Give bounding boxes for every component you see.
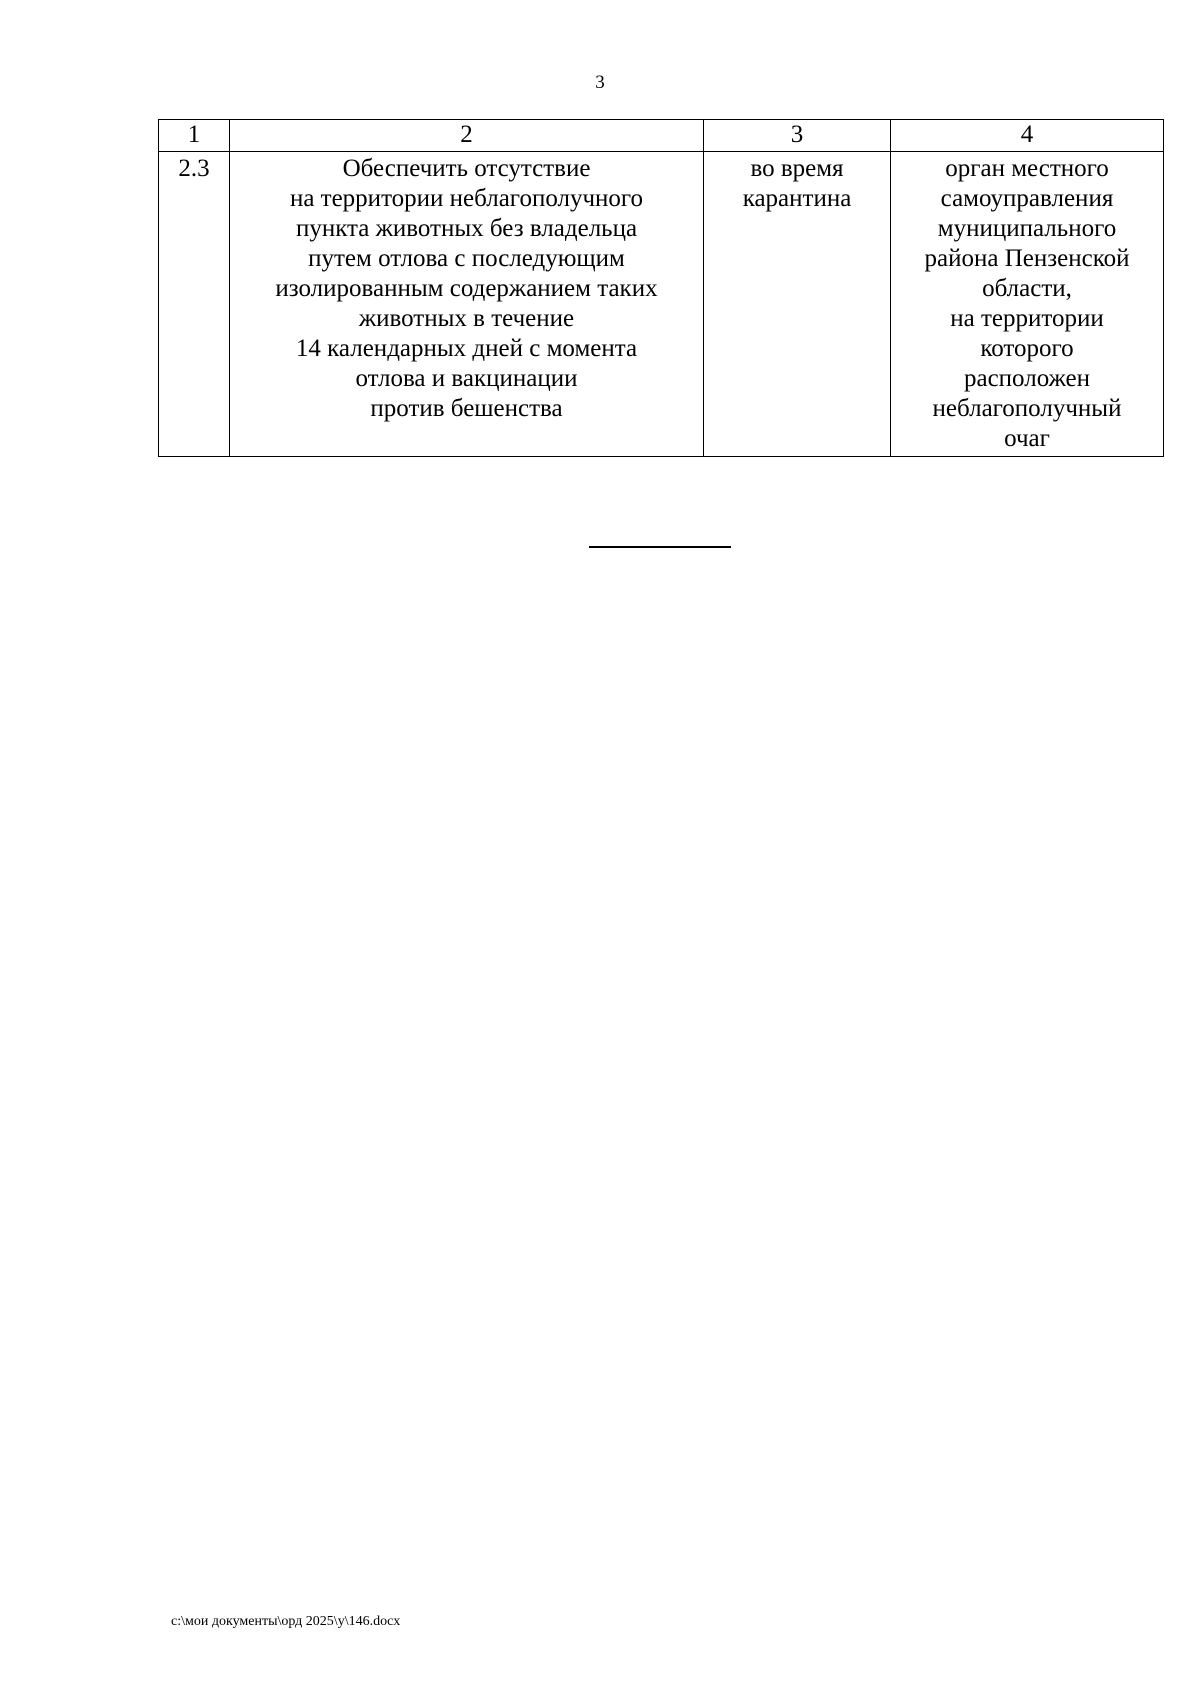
measure-line: Обеспечить отсутствие	[342, 155, 591, 182]
measure-line: изолированным содержанием таких	[275, 275, 658, 302]
column-header-3: 3	[704, 120, 891, 152]
responsible-line: области,	[982, 275, 1072, 302]
responsible-line: муниципального	[937, 215, 1117, 242]
row-number: 2.3	[178, 155, 210, 182]
period-line: во время	[750, 155, 844, 182]
measure-line: 14 календарных дней с момента	[295, 335, 638, 362]
measure-cell	[230, 152, 704, 457]
table-row	[159, 152, 1164, 457]
responsible-line: самоуправления	[940, 185, 1114, 212]
responsible-line: района Пензенской	[924, 245, 1130, 272]
document-end-divider	[589, 546, 731, 548]
page-number: 3	[595, 72, 605, 93]
table-header-row	[159, 120, 1164, 152]
measure-line: животных в течение	[358, 305, 575, 332]
measure-line: отлова и вакцинации	[355, 365, 578, 392]
measure-line: пункта животных без владельца	[295, 215, 638, 242]
responsible-cell	[891, 152, 1164, 457]
period-cell	[704, 152, 891, 457]
column-header-4: 4	[891, 120, 1164, 152]
responsible-line: которого	[980, 335, 1074, 362]
footer-file-path: c:\мои документы\орд 2025\у\146.docx	[171, 1614, 401, 1629]
row-number-cell	[159, 152, 230, 457]
measure-line: против бешенства	[370, 395, 563, 422]
measure-line: путем отлова с последующим	[308, 245, 625, 272]
measure-line: на территории неблагополучного	[289, 185, 644, 212]
responsible-line: неблагополучный	[932, 395, 1122, 422]
column-header-2: 2	[230, 120, 704, 152]
responsible-line: расположен	[963, 365, 1090, 392]
responsible-line: на территории	[950, 305, 1104, 332]
responsible-line: орган местного	[945, 155, 1109, 182]
responsible-line: очаг	[1004, 425, 1050, 452]
period-line: карантина	[742, 185, 852, 212]
measures-table	[158, 119, 1164, 457]
column-header-1: 1	[159, 120, 230, 152]
